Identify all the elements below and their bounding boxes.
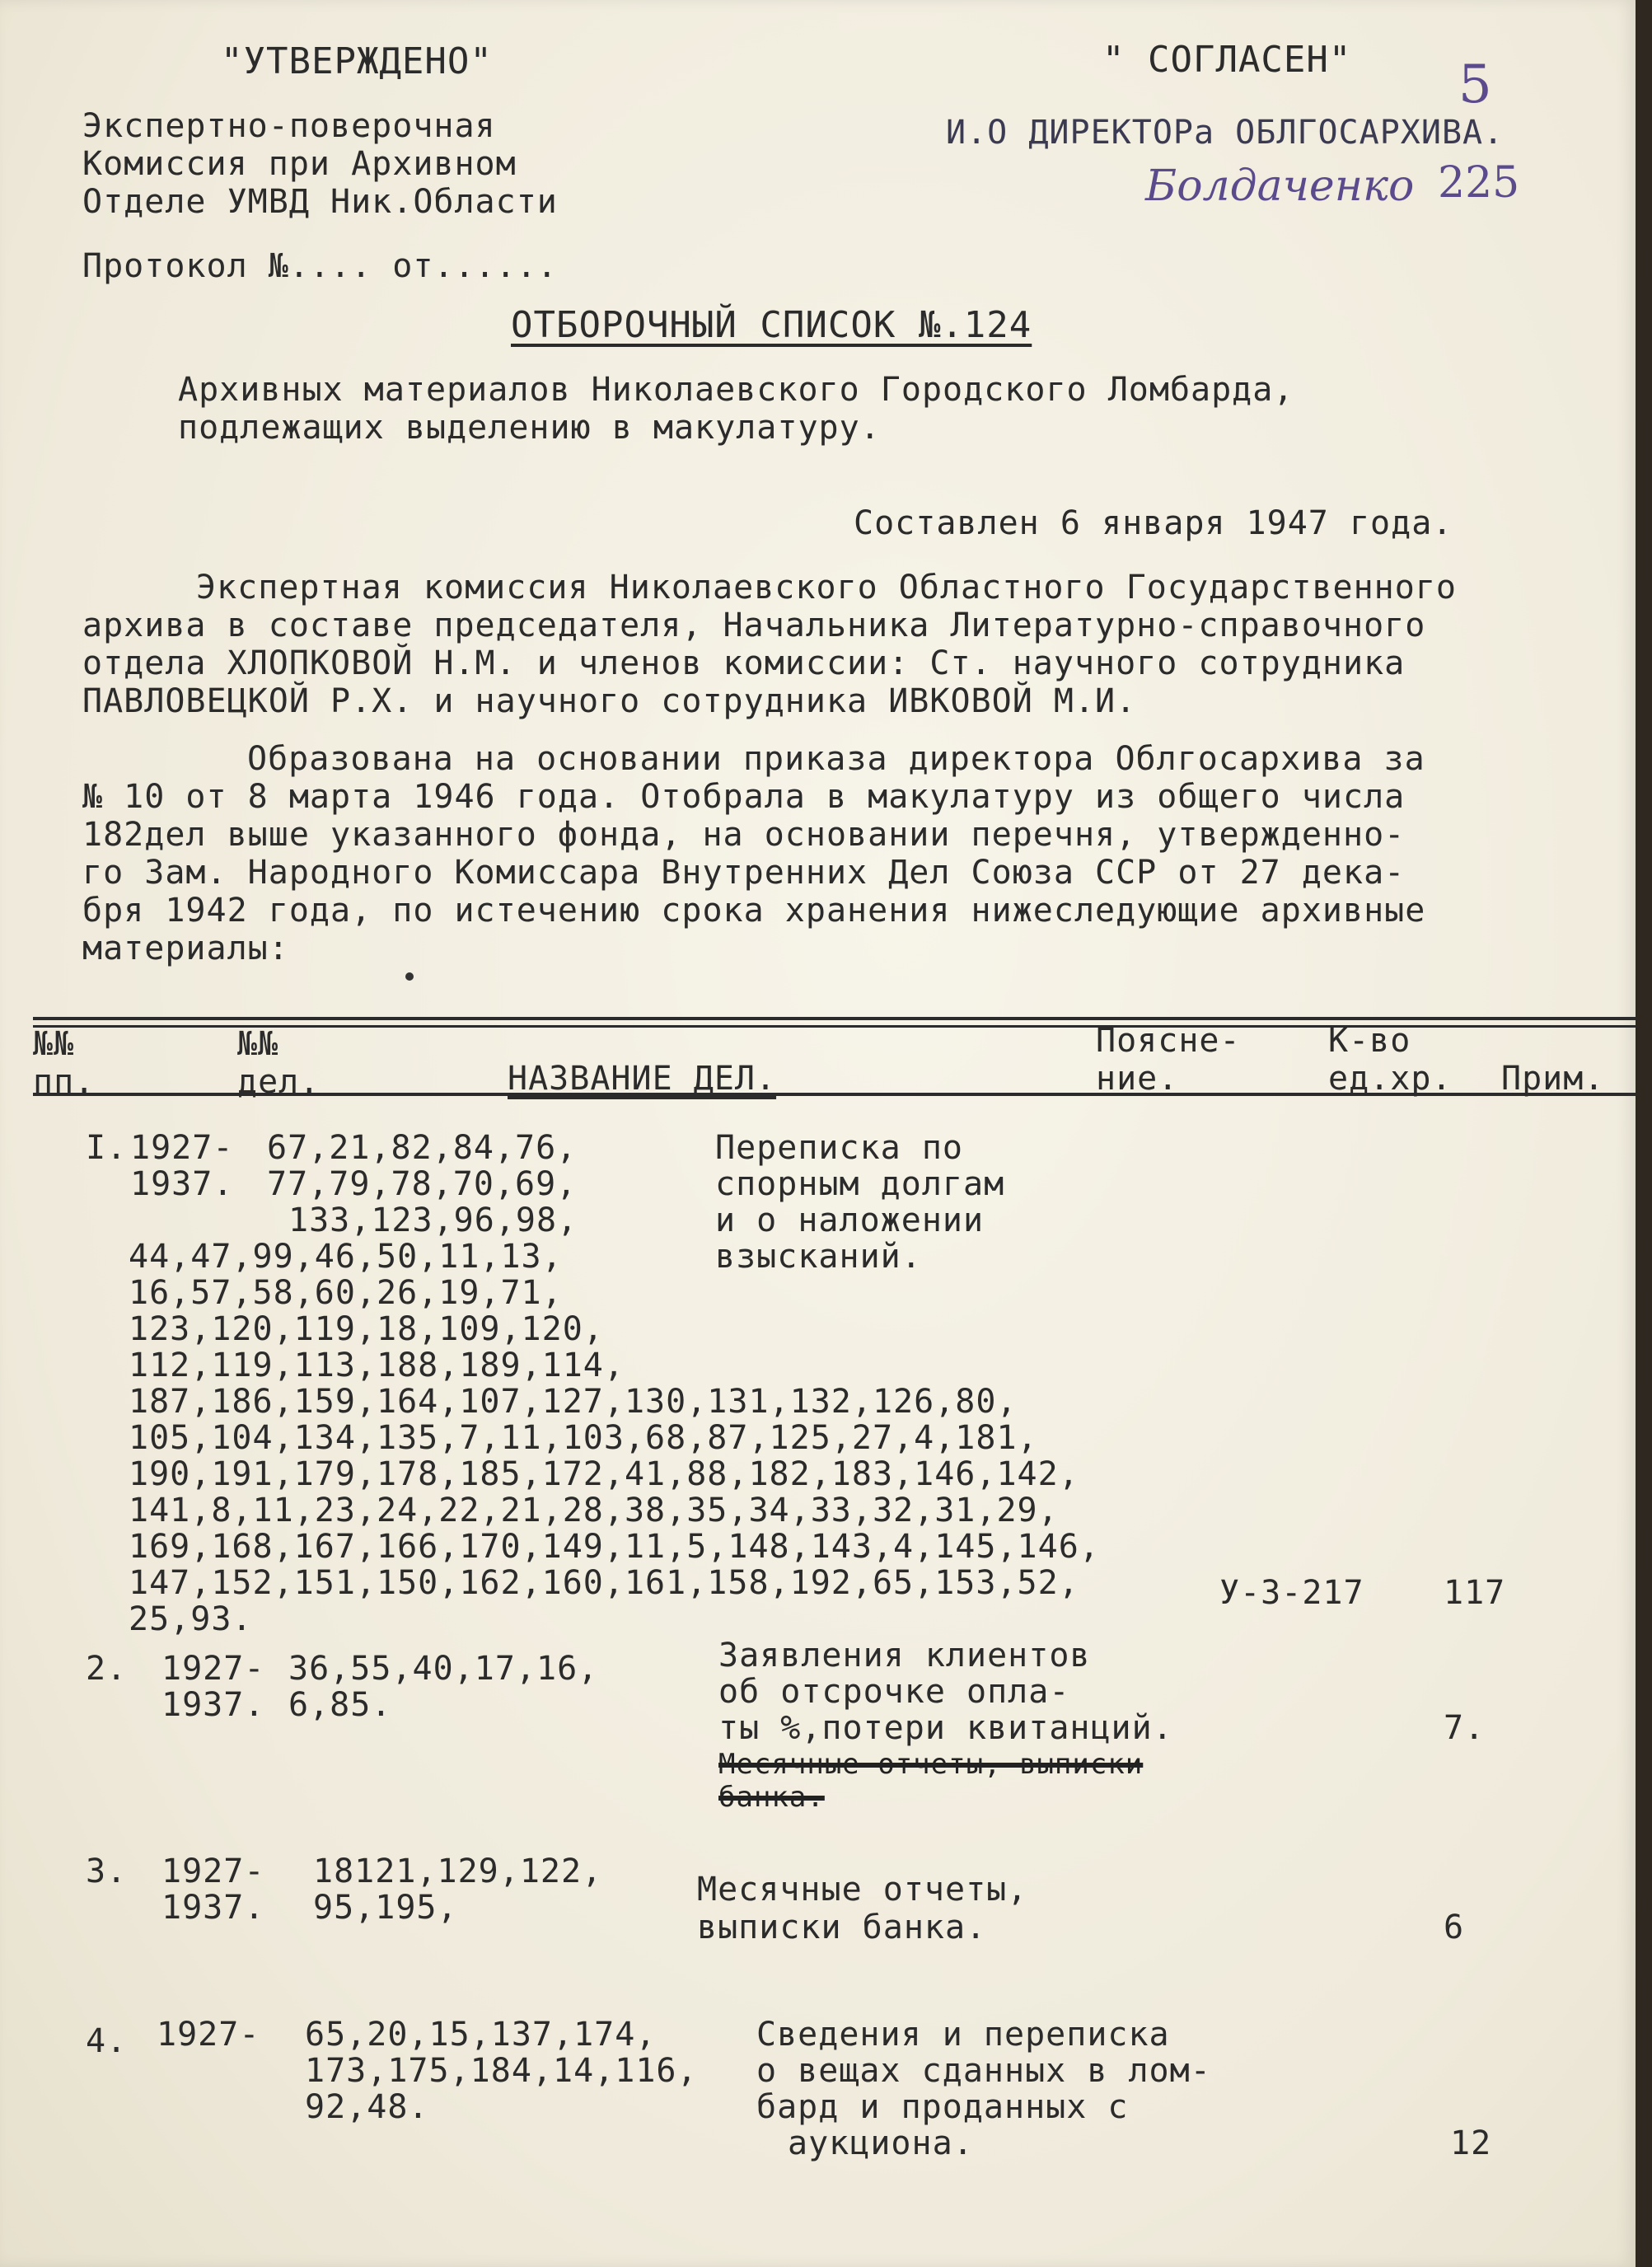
row1-cases-line: 133,123,96,98,: [288, 1201, 578, 1239]
para2-line-6: материалы:: [82, 930, 289, 967]
row3-year-1: 1927-: [161, 1852, 265, 1890]
header-note-line-2: ние.: [1096, 1060, 1179, 1098]
row4-cases-line: 92,48.: [305, 2088, 429, 2126]
row2-struck-line: Месячные отчеты, выписки: [718, 1748, 1144, 1781]
approved-label: "УТВЕРЖДЕНО": [221, 40, 493, 82]
para2-line-2: № 10 от 8 марта 1946 года. Отобрала в макулатуру из общего числа: [82, 778, 1406, 816]
row4-name-line: Сведения и переписка: [756, 2016, 1170, 2054]
row2-num: 2.: [86, 1650, 128, 1688]
row2-cases-line: 36,55,40,17,16,: [288, 1650, 599, 1688]
para1-line-2: архива в составе председателя, Начальника Литературно-справочного: [82, 607, 1426, 644]
header-remark: Прим.: [1501, 1060, 1605, 1098]
header-cases-line-2: дел.: [237, 1063, 321, 1101]
row3-cases-line: 18121,129,122,: [313, 1852, 603, 1890]
protocol-line: Протокол №.... от......: [82, 247, 558, 285]
page-edge-shadow: [1636, 0, 1652, 2267]
table-top-rule: [33, 1017, 1636, 1020]
row1-cases-line: 123,120,119,18,109,120,: [129, 1310, 604, 1348]
row1-cases-line: 16,57,58,60,26,19,71,: [129, 1274, 563, 1312]
row2-qty: 7.: [1444, 1709, 1486, 1747]
row4-qty: 12: [1450, 2124, 1492, 2162]
row1-cases-line: 169,168,167,166,170,149,11,5,148,143,4,145,146,: [129, 1528, 1100, 1566]
row4-cases-line: 65,20,15,137,174,: [305, 2016, 657, 2054]
para1-line-1: Экспертная комиссия Николаевского Областного Государственного: [196, 569, 1458, 607]
para2-line-4: го Зам. Народного Комиссара Внутренних Дел Союза ССР от 27 дека-: [82, 854, 1406, 892]
row1-cases-line: 141,8,11,23,24,22,21,28,38,35,34,33,32,31,29,: [129, 1492, 1059, 1529]
header-qty-line-1: К-во: [1328, 1022, 1411, 1060]
row1-cases-line: 77,79,78,70,69,: [267, 1165, 578, 1203]
compiled-date: Составлен 6 января 1947 года.: [854, 504, 1453, 542]
row4-cases-line: 173,175,184,14,116,: [305, 2052, 698, 2090]
para1-line-3: отдела ХЛОПКОВОЙ Н.М. и членов комиссии: Ст. научного сотрудника: [82, 644, 1406, 682]
row2-struck-line: банка.: [718, 1781, 825, 1814]
commission-line-1: Экспертно-поверочная: [82, 107, 496, 145]
row1-num: I.: [86, 1129, 128, 1167]
agreed-label: " СОГЛАСЕН": [1102, 39, 1352, 81]
row1-year-2: 1937.: [130, 1165, 234, 1203]
row4-num: 4.: [86, 2022, 128, 2060]
row1-cases-line: 112,119,113,188,189,114,: [129, 1347, 625, 1384]
header-qty-line-2: ед.хр.: [1328, 1060, 1453, 1098]
row1-note: У-3-217: [1219, 1574, 1364, 1612]
row1-cases-line: 105,104,134,135,7,11,103,68,87,125,27,4,181,: [129, 1419, 1038, 1457]
row3-name-line: выписки банка.: [697, 1909, 987, 1946]
para2-line-5: бря 1942 года, по истечению срока хранения нижеследующие архивные: [82, 892, 1426, 930]
row1-cases-line: 187,186,159,164,107,127,130,131,132,126,80,: [129, 1383, 1018, 1421]
header-num-line-1: №№: [33, 1025, 75, 1063]
ink-dot: [405, 972, 414, 981]
row4-name-line: о вещах сданных в лом-: [756, 2052, 1211, 2090]
header-name: НАЗВАНИЕ ДЕЛ.: [508, 1060, 777, 1098]
director-line: И.О ДИРЕКТОРа ОБЛГОСАРХИВА.: [946, 114, 1505, 152]
para2-line-3: 182дел выше указанного фонда, на основании перечня, утвержденно-: [82, 816, 1406, 854]
row1-name-line: спорным долгам: [715, 1165, 1005, 1203]
row1-name-line: и о наложении: [715, 1201, 985, 1239]
row3-name-line: Месячные отчеты,: [697, 1871, 1028, 1909]
row2-name-line: Заявления клиентов: [718, 1637, 1091, 1674]
commission-line-3: Отделе УМВД Ник.Области: [82, 183, 558, 221]
para1-line-4: ПАВЛОВЕЦКОЙ Р.Х. и научного сотрудника ИВКОВОЙ М.И.: [82, 682, 1137, 720]
row2-name-line: об отсрочке опла-: [718, 1673, 1070, 1711]
header-cases-line-1: №№: [237, 1025, 279, 1063]
row1-qty: 117: [1444, 1574, 1506, 1612]
row3-qty: 6: [1444, 1909, 1465, 1946]
row4-name-line: аукциона.: [788, 2124, 974, 2162]
row2-year-1: 1927-: [161, 1650, 265, 1688]
header-num-line-2: пп.: [33, 1063, 96, 1101]
subtitle-line-1: Архивных материалов Николаевского Городского Ломбарда,: [178, 371, 1294, 409]
row1-cases-line: 190,191,179,178,185,172,41,88,182,183,146,142,: [129, 1455, 1079, 1493]
corner-mark: 5: [1458, 54, 1492, 115]
row3-cases-line: 95,195,: [313, 1889, 458, 1927]
row1-name-line: Переписка по: [715, 1129, 963, 1167]
row2-name-line: ты %,потери квитанций.: [718, 1709, 1173, 1747]
row1-cases-line: 25,93.: [129, 1600, 253, 1638]
subtitle-line-2: подлежащих выделению в макулатуру.: [178, 409, 881, 447]
row3-num: 3.: [86, 1852, 128, 1890]
row2-year-2: 1937.: [161, 1686, 265, 1724]
row1-cases-line: 67,21,82,84,76,: [267, 1129, 578, 1167]
commission-line-2: Комиссия при Архивном: [82, 145, 517, 183]
row1-year-1: 1927-: [130, 1129, 234, 1167]
director-signature: Болдаченко: [1145, 162, 1415, 211]
row2-cases-line: 6,85.: [288, 1686, 392, 1724]
handwritten-number: 225: [1438, 158, 1520, 208]
row4-year-1: 1927-: [157, 2016, 260, 2054]
row4-name-line: бард и проданных с: [756, 2088, 1129, 2126]
row3-year-2: 1937.: [161, 1889, 265, 1927]
row1-name-line: взысканий.: [715, 1238, 922, 1276]
row1-cases-line: 44,47,99,46,50,11,13,: [129, 1238, 563, 1276]
para2-line-1: Образована на основании приказа директора Облгосархива за: [247, 740, 1425, 778]
document-title: ОТБОРОЧНЫЙ СПИСОК №.124: [511, 304, 1032, 346]
row1-cases-line: 147,152,151,150,162,160,161,158,192,65,153,52,: [129, 1564, 1079, 1602]
header-note-line-1: Поясне-: [1096, 1022, 1241, 1060]
